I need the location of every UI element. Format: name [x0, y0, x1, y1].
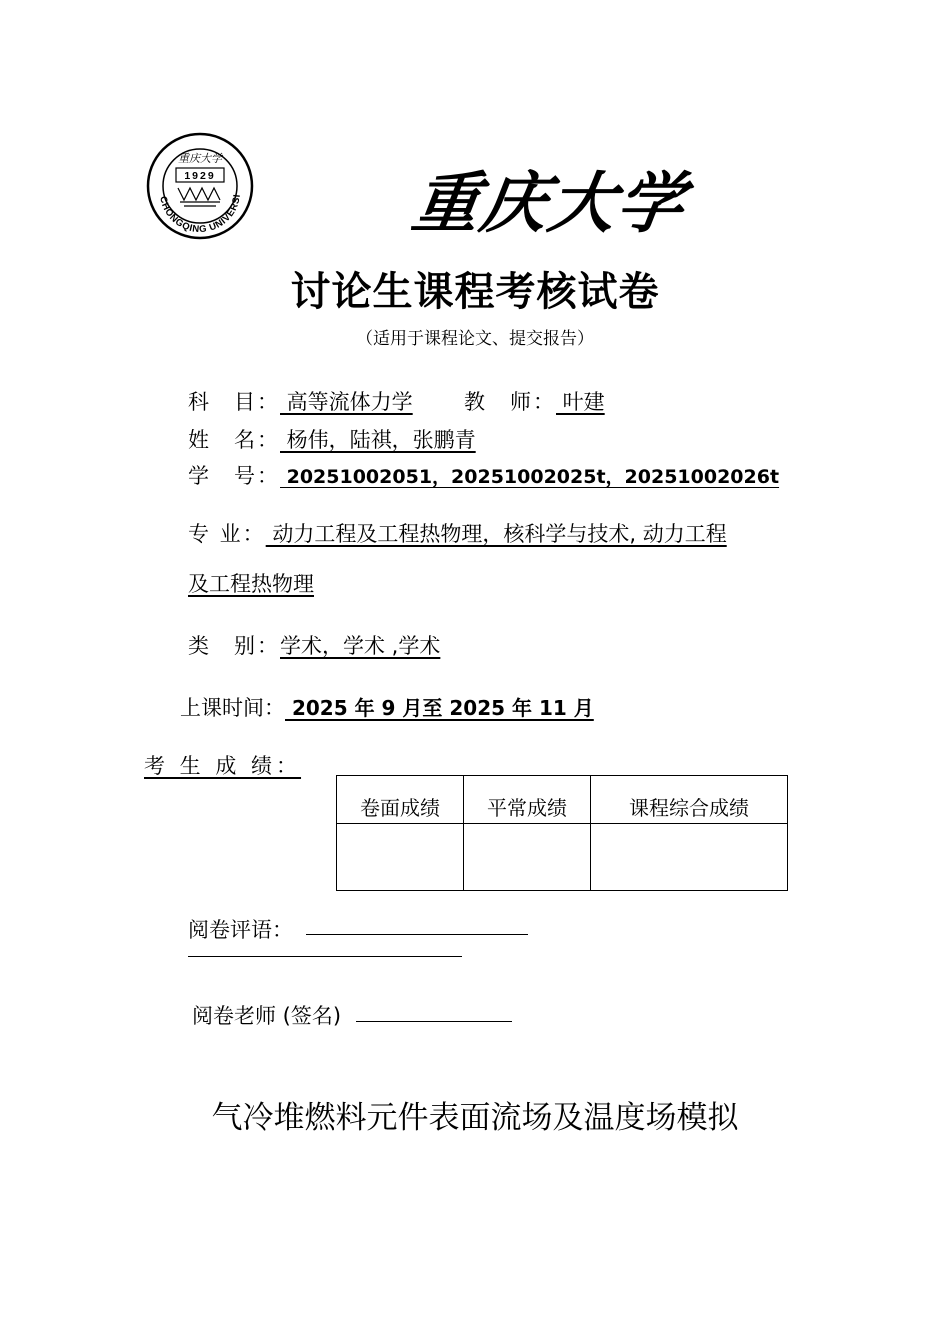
subject-row [188, 386, 413, 416]
teacher-label: 教 师： [464, 390, 556, 414]
class-time-row [180, 692, 594, 722]
name-row [188, 424, 476, 454]
class-time-value: 2025 年 9 月至 2025 年 11 月 [285, 696, 594, 720]
seal-top-text: 重庆大学 [178, 152, 222, 165]
regular-score-cell[interactable] [464, 824, 591, 891]
seal-ring-text: CHONGQING UNIVERSI [157, 193, 243, 236]
major-value-line2: 及工程热物理 [188, 572, 314, 596]
paper-title: 气冷堆燃料元件表面流场及温度场模拟 [211, 1100, 739, 1136]
grades-value-row [337, 824, 788, 891]
category-value: 学术，学术 ,学术 [280, 634, 441, 658]
student-id-label: 学 号： [188, 464, 280, 488]
header-total-score: 课程综合成绩 [591, 776, 788, 824]
major-row-continued [188, 568, 314, 598]
university-seal [146, 132, 254, 240]
total-score-cell[interactable] [591, 824, 788, 891]
exam-score-cell[interactable] [337, 824, 464, 891]
grades-header-row [337, 776, 788, 824]
review-comment-line-2[interactable] [188, 956, 462, 957]
grades-table [336, 775, 788, 891]
student-id-row [188, 460, 779, 490]
major-row [188, 518, 727, 548]
score-row [144, 750, 301, 780]
name-value: 杨伟，陆祺，张鹏青 [280, 428, 476, 452]
major-label: 专 业： [188, 522, 266, 546]
seal-year: 1929 [184, 170, 216, 182]
student-id-value: 20251002051，20251002025t，20251002026t [280, 466, 780, 488]
page-title: 讨论生课程考核试卷 [290, 269, 660, 315]
review-comment-label: 阅卷评语： [188, 918, 293, 942]
subject-value: 高等流体力学 [280, 390, 413, 414]
subject-label: 科 目： [188, 390, 280, 414]
university-name: 重庆大学 [407, 164, 691, 242]
page-subtitle: （适用于课程论文、提交报告） [356, 329, 594, 349]
university-calligraphy-logo [407, 150, 691, 242]
signature-line[interactable] [356, 1021, 512, 1022]
class-time-label: 上课时间： [180, 696, 285, 720]
major-value-line1: 动力工程及工程热物理，核科学与技术, 动力工程 [265, 522, 727, 546]
signature-label: 阅卷老师 (签名) [192, 1004, 342, 1028]
header-exam-score: 卷面成绩 [337, 776, 464, 824]
score-label: 考 生 成 绩： [144, 754, 302, 778]
name-label: 姓 名： [188, 428, 280, 452]
category-label: 类 别： [188, 634, 280, 658]
teacher-row [464, 386, 605, 416]
header-regular-score: 平常成绩 [464, 776, 591, 824]
review-comment-line-1[interactable] [306, 934, 528, 935]
teacher-value: 叶建 [556, 390, 605, 414]
category-row [188, 630, 440, 660]
